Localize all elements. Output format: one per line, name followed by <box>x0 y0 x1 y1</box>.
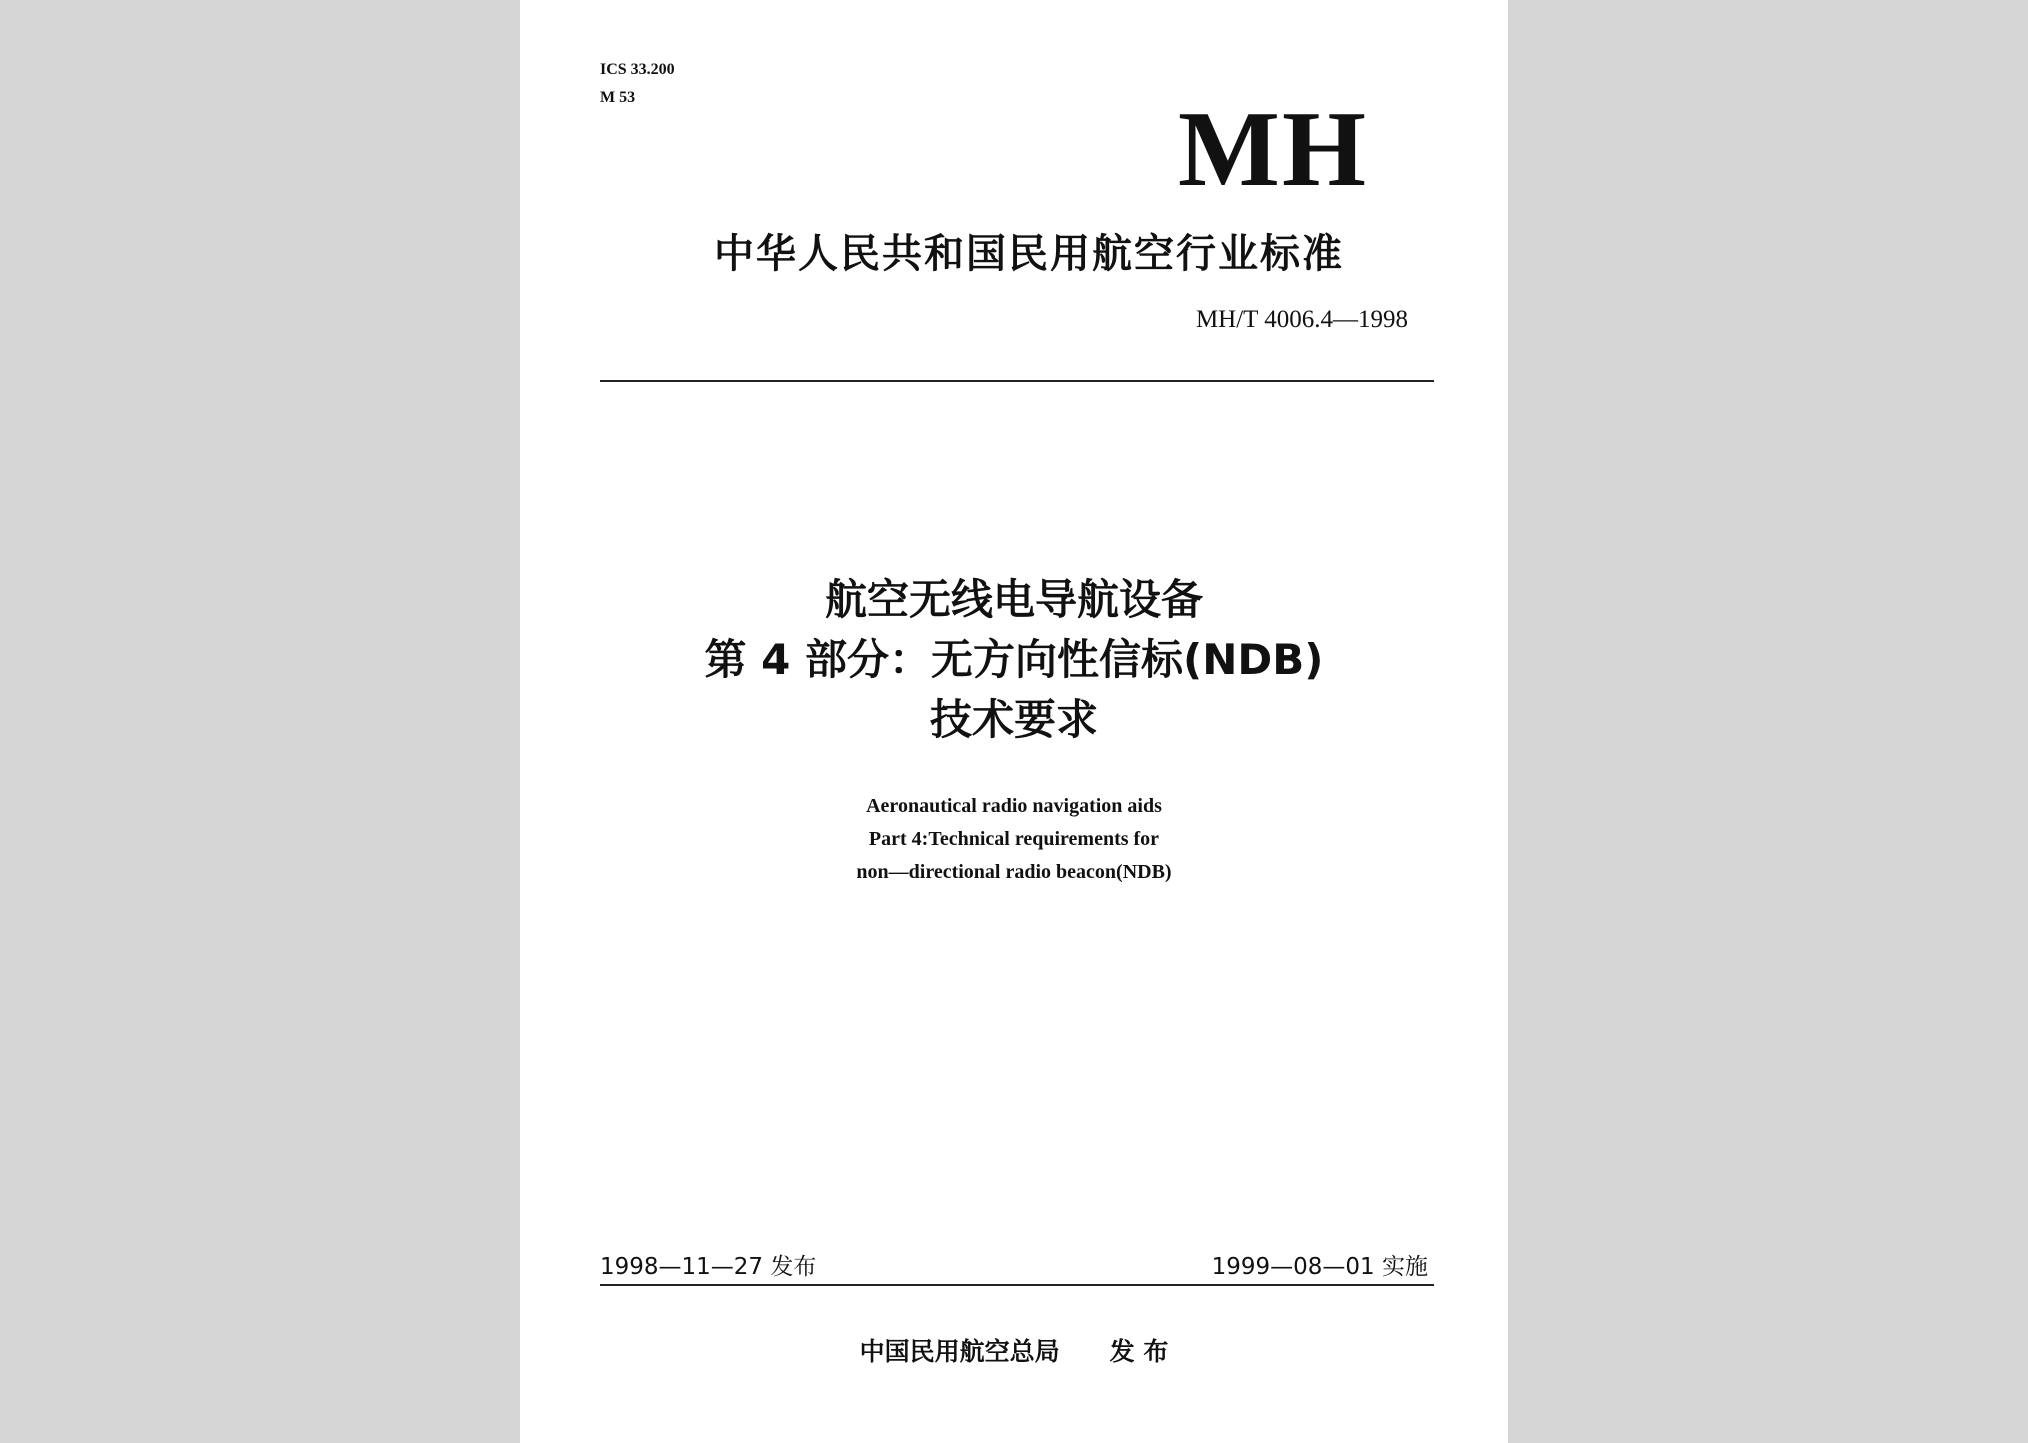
standard-number: MH/T 4006.4—1998 <box>1195 306 1408 333</box>
class-code: M 53 <box>600 89 636 106</box>
authority-title: 中华人民共和国民用航空行业标准 <box>714 231 1344 277</box>
chinese-title-line-2: 第 4 部分：无方向性信标(NDB) <box>704 635 1324 684</box>
mh-logo: MH <box>1178 90 1368 209</box>
classification-codes <box>600 56 675 112</box>
chinese-title <box>520 570 1508 750</box>
english-title-line-2: Part 4:Technical requirements for <box>868 828 1160 850</box>
ics-code: ICS 33.200 <box>600 61 675 78</box>
chinese-title-line-3: 技术要求 <box>929 695 1098 744</box>
chinese-title-line-1: 航空无线电导航设备 <box>824 575 1203 624</box>
english-title <box>520 790 1508 889</box>
english-title-line-1: Aeronautical radio navigation aids <box>866 795 1162 817</box>
issue-date: 1998—11—27 发布 <box>600 1254 817 1280</box>
header-divider <box>600 380 1434 382</box>
implementation-date: 1999—08—01 实施 <box>1211 1254 1428 1280</box>
publisher <box>520 1332 1508 1368</box>
publisher-name: 中国民用航空总局 <box>859 1337 1060 1366</box>
english-title-line-3: non—directional radio beacon(NDB) <box>856 861 1172 883</box>
footer-divider <box>600 1284 1434 1286</box>
document-page <box>520 0 1508 1443</box>
publisher-action: 发 布 <box>1109 1337 1169 1366</box>
